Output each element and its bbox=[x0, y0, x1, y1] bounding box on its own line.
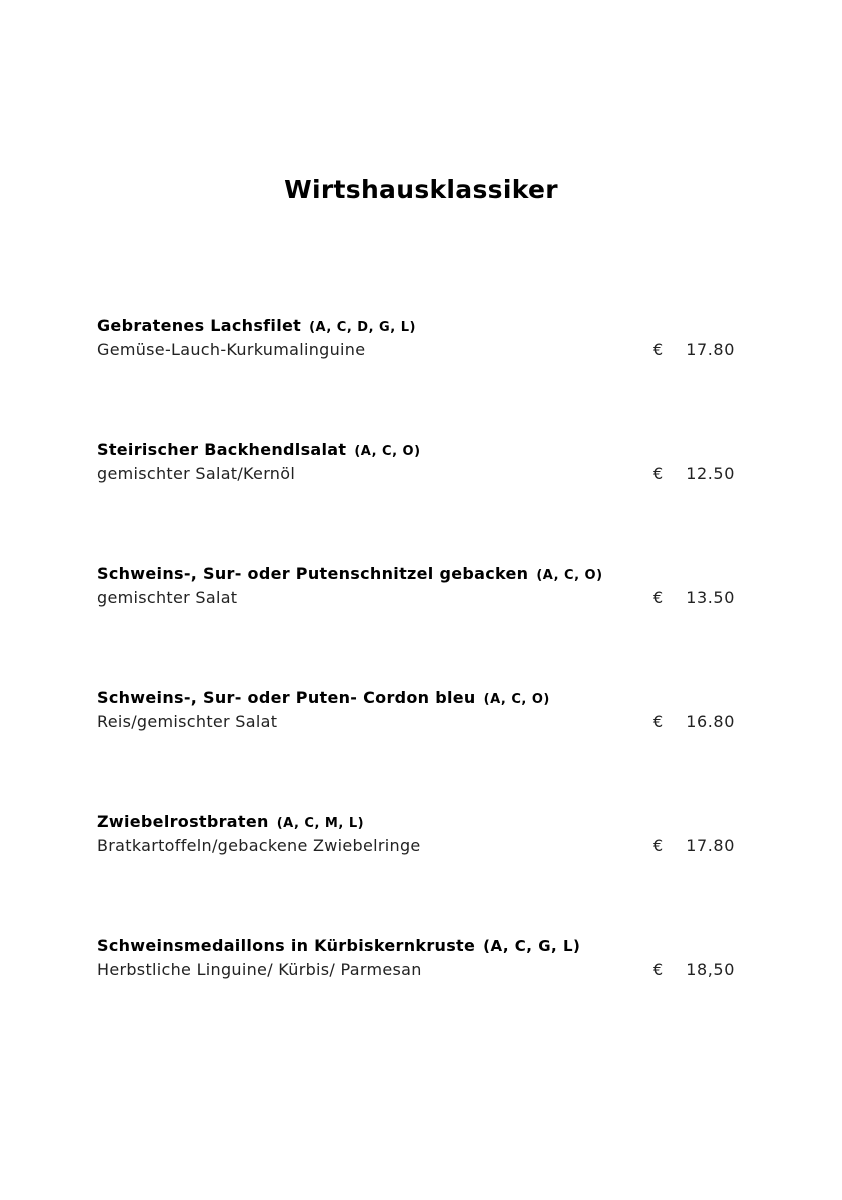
menu-list bbox=[97, 316, 737, 1060]
dish-name: Gebratenes Lachsfilet bbox=[97, 316, 302, 335]
dish-description: Bratkartoffeln/gebackene Zwiebelringe bbox=[97, 836, 421, 855]
currency-symbol: € bbox=[653, 836, 664, 855]
dish-description: gemischter Salat/Kernöl bbox=[97, 464, 296, 483]
menu-item-lachsfilet bbox=[97, 316, 737, 440]
dish-description: Gemüse-Lauch-Kurkumalinguine bbox=[97, 340, 366, 359]
currency-symbol: € bbox=[653, 712, 664, 731]
menu-item-zwiebelrostbraten bbox=[97, 812, 737, 936]
allergen-codes: (A, C, D, G, L) bbox=[309, 320, 416, 335]
menu-item-schweinsmedaillons bbox=[97, 936, 737, 1060]
currency-symbol: € bbox=[653, 464, 664, 483]
price-amount: 16.80 bbox=[686, 712, 735, 731]
dish-description: Herbstliche Linguine/ Kürbis/ Parmesan bbox=[97, 960, 422, 979]
price-amount: 13.50 bbox=[686, 588, 735, 607]
price-amount: 17.80 bbox=[686, 340, 735, 359]
page-title: Wirtshausklassiker bbox=[284, 175, 558, 204]
price-amount: 12.50 bbox=[686, 464, 735, 483]
price-amount: 18,50 bbox=[686, 960, 735, 979]
price-amount: 17.80 bbox=[686, 836, 735, 855]
currency-symbol: € bbox=[653, 340, 664, 359]
allergen-codes: (A, C, O) bbox=[483, 692, 550, 707]
menu-item-cordon-bleu bbox=[97, 688, 737, 812]
allergen-codes: (A, C, G, L) bbox=[483, 937, 581, 955]
dish-name: Schweins-, Sur- oder Puten- Cordon bleu bbox=[97, 688, 476, 707]
currency-symbol: € bbox=[653, 960, 664, 979]
dish-description: Reis/gemischter Salat bbox=[97, 712, 278, 731]
dish-name: Schweins-, Sur- oder Putenschnitzel gebacken bbox=[97, 564, 529, 583]
dish-name: Zwiebelrostbraten bbox=[97, 812, 269, 831]
currency-symbol: € bbox=[653, 588, 664, 607]
dish-description: gemischter Salat bbox=[97, 588, 238, 607]
allergen-codes: (A, C, O) bbox=[536, 568, 603, 583]
allergen-codes: (A, C, O) bbox=[354, 444, 421, 459]
menu-item-backhendlsalat bbox=[97, 440, 737, 564]
menu-item-schnitzel bbox=[97, 564, 737, 688]
allergen-codes: (A, C, M, L) bbox=[276, 816, 365, 831]
dish-name: Schweinsmedaillons in Kürbiskernkruste bbox=[97, 936, 476, 955]
dish-name: Steirischer Backhendlsalat bbox=[97, 440, 347, 459]
